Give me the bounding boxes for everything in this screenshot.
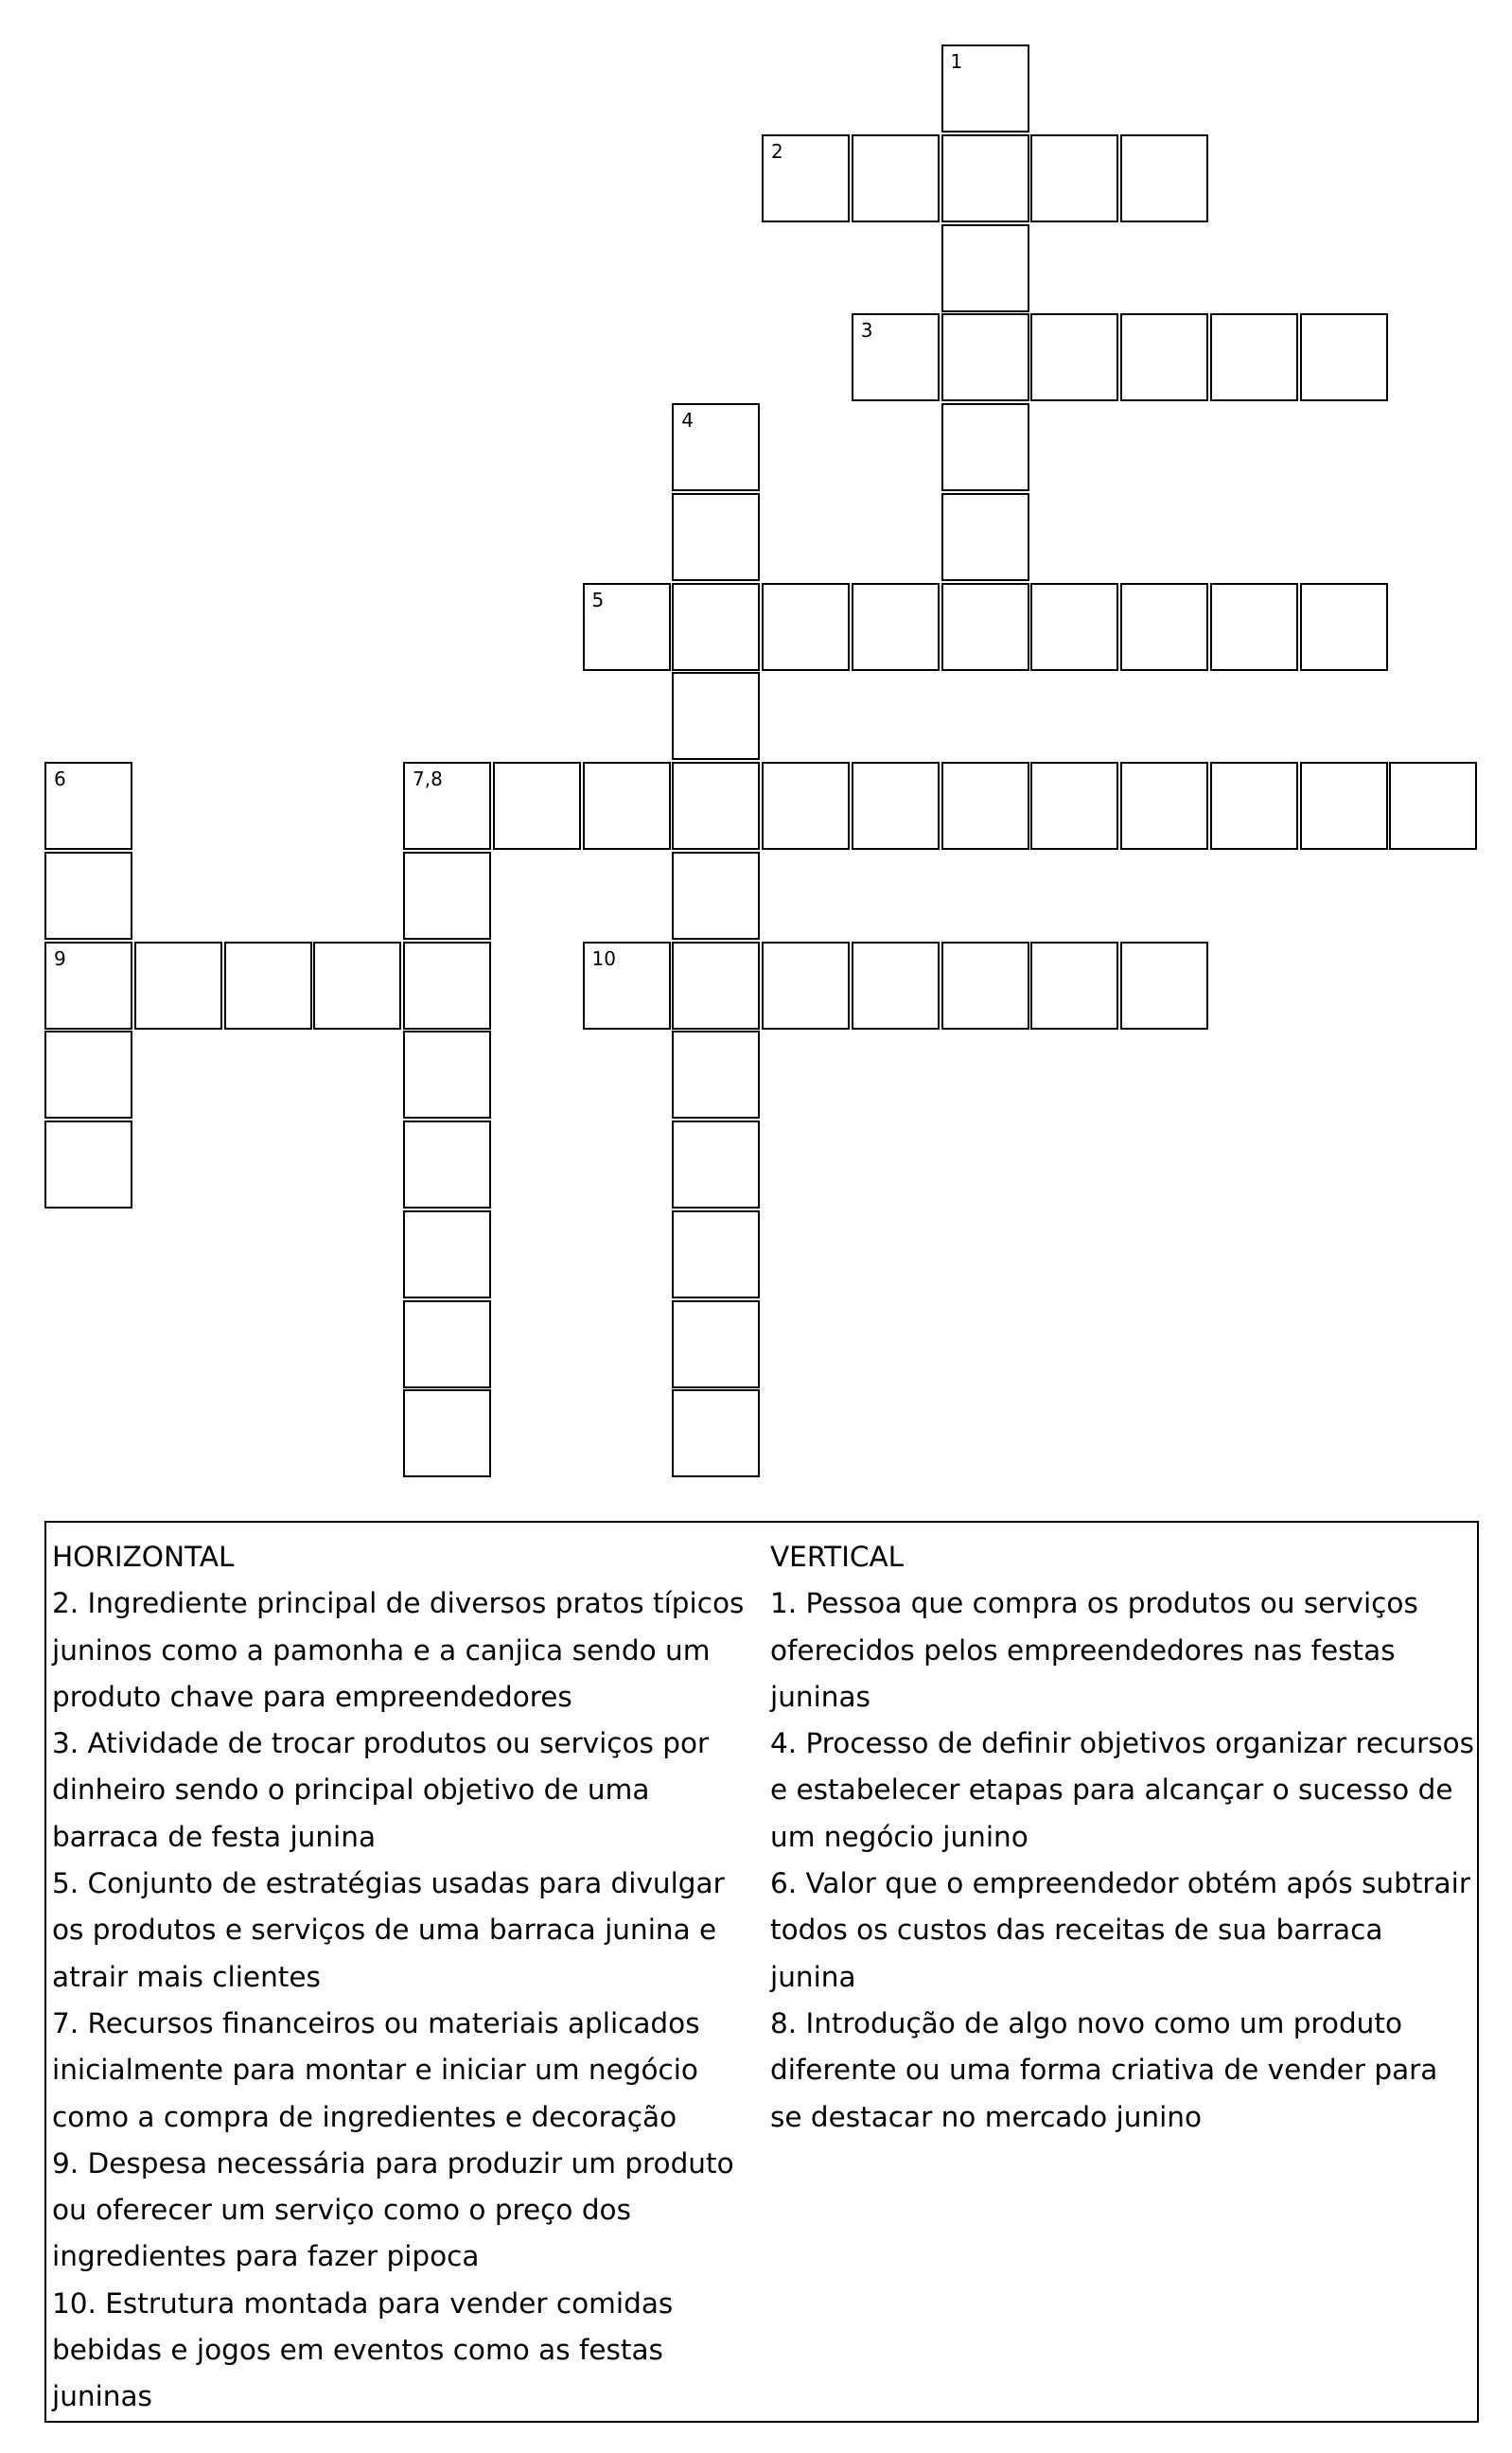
horizontal-clue-9: 9. Despesa necessária para produzir um produto ou oferecer um serviço como o preço dos ingredientes para fazer pipoca (52, 2146, 734, 2273)
crossword-cell[interactable] (852, 313, 940, 401)
crossword-cell[interactable] (941, 313, 1029, 401)
crossword-cell[interactable] (852, 942, 940, 1030)
crossword-cell[interactable] (672, 672, 760, 760)
crossword-cell[interactable] (1030, 313, 1118, 401)
crossword-cell[interactable] (762, 134, 850, 222)
crossword-cell[interactable] (583, 942, 671, 1030)
crossword-cell[interactable] (1300, 583, 1388, 671)
crossword-cell[interactable] (941, 44, 1029, 132)
crossword-cell[interactable] (762, 762, 850, 850)
clue-number: 4 (681, 409, 694, 432)
clue-number: 9 (54, 946, 66, 970)
crossword-cell[interactable] (224, 942, 312, 1030)
crossword-cell[interactable] (1120, 313, 1208, 401)
crossword-cell[interactable] (44, 1031, 132, 1119)
crossword-cell[interactable] (1300, 313, 1388, 401)
horizontal-clue-2: 2. Ingrediente principal de diversos pratos típicos juninos como a pamonha e a canjica sendo um produto chave para empreendedores (52, 1587, 745, 1713)
vertical-clue-1: 1. Pessoa que compra os produtos ou serviços oferecidos pelos empreendedores nas festas juninas (770, 1587, 1418, 1713)
crossword-cell[interactable] (941, 134, 1029, 222)
horizontal-clue-10: 10. Estrutura montada para vender comidas bebidas e jogos em eventos como as festas juninas (52, 2286, 674, 2413)
crossword-cell[interactable] (44, 762, 132, 850)
crossword-cell[interactable] (672, 762, 760, 850)
crossword-cell[interactable] (1120, 583, 1208, 671)
crossword-cell[interactable] (1210, 583, 1298, 671)
horizontal-clue-3: 3. Atividade de trocar produtos ou serviços por dinheiro sendo o principal objetivo de uma barraca de festa junina (52, 1727, 710, 1853)
crossword-cell[interactable] (583, 762, 671, 850)
crossword-cell[interactable] (1120, 942, 1208, 1030)
clue-number: 10 (591, 946, 616, 970)
crossword-cell[interactable] (1389, 762, 1477, 850)
vertical-clue-4: 4. Processo de definir objetivos organizar recursos e estabelecer etapas para alcançar o sucesso de um negócio junino (770, 1727, 1474, 1853)
crossword-cell[interactable] (852, 583, 940, 671)
vertical-clue-8: 8. Introdução de algo novo como um produto diferente ou uma forma criativa de vender para se destacar no mercado junino (770, 2006, 1438, 2133)
crossword-cell[interactable] (1300, 762, 1388, 850)
crossword-cell[interactable] (403, 1210, 491, 1298)
crossword-cell[interactable] (1120, 762, 1208, 850)
crossword-cell[interactable] (493, 762, 581, 850)
crossword-cell[interactable] (941, 224, 1029, 312)
crossword-cell[interactable] (583, 583, 671, 671)
crossword-cell[interactable] (852, 134, 940, 222)
crossword-cell[interactable] (672, 1121, 760, 1209)
crossword-cell[interactable] (941, 583, 1029, 671)
crossword-cell[interactable] (941, 403, 1029, 491)
crossword-cell[interactable] (403, 1031, 491, 1119)
crossword-cell[interactable] (762, 583, 850, 671)
vertical-clues (770, 1534, 1475, 2141)
crossword-cell[interactable] (44, 852, 132, 940)
vertical-heading: VERTICAL (770, 1541, 905, 1573)
crossword-cell[interactable] (1030, 762, 1118, 850)
horizontal-clues (52, 1534, 762, 2421)
clues-box (44, 1521, 1479, 2423)
crossword-cell[interactable] (672, 1210, 760, 1298)
crossword-cell[interactable] (672, 583, 760, 671)
crossword-cell[interactable] (403, 1389, 491, 1477)
clue-number: 2 (771, 139, 783, 163)
crossword-cell[interactable] (852, 762, 940, 850)
crossword-cell[interactable] (762, 942, 850, 1030)
crossword-cell[interactable] (313, 942, 401, 1030)
crossword-cell[interactable] (403, 942, 491, 1030)
crossword-cell[interactable] (1210, 762, 1298, 850)
crossword-cell[interactable] (672, 852, 760, 940)
clue-number: 5 (591, 588, 605, 611)
horizontal-heading: HORIZONTAL (52, 1541, 235, 1573)
clue-number: 1 (950, 50, 963, 73)
crossword-cell[interactable] (672, 1389, 760, 1477)
crossword-cell[interactable] (941, 493, 1029, 581)
clue-number: 3 (860, 319, 873, 343)
horizontal-clue-7: 7. Recursos financeiros ou materiais aplicados inicialmente para montar e iniciar um negócio como a compra de ingredientes e decoração (52, 2006, 700, 2133)
horizontal-clue-5: 5. Conjunto de estratégias usadas para divulgar os produtos e serviços de uma barraca junina e atrair mais clientes (52, 1867, 725, 1993)
crossword-cell[interactable] (672, 1031, 760, 1119)
crossword-cell[interactable] (672, 403, 760, 491)
crossword-cell[interactable] (672, 493, 760, 581)
crossword-cell[interactable] (403, 762, 491, 850)
crossword-cell[interactable] (403, 852, 491, 940)
crossword-cell[interactable] (1030, 942, 1118, 1030)
crossword-cell[interactable] (1030, 134, 1118, 222)
vertical-clue-6: 6. Valor que o empreendedor obtém após subtrair todos os custos das receitas de sua barraca junina (770, 1867, 1470, 1993)
crossword-cell[interactable] (672, 1300, 760, 1388)
clue-number: 6 (54, 768, 66, 790)
clue-number: 7,8 (413, 768, 443, 790)
crossword-cell[interactable] (403, 1300, 491, 1388)
crossword-cell[interactable] (403, 1121, 491, 1209)
crossword-cell[interactable] (1030, 583, 1118, 671)
crossword-cell[interactable] (44, 1121, 132, 1209)
crossword-cell[interactable] (1210, 313, 1298, 401)
crossword-cell[interactable] (1120, 134, 1208, 222)
crossword-cell[interactable] (672, 942, 760, 1030)
crossword-cell[interactable] (44, 942, 132, 1030)
crossword-cell[interactable] (941, 762, 1029, 850)
crossword-cell[interactable] (134, 942, 222, 1030)
crossword-cell[interactable] (941, 942, 1029, 1030)
